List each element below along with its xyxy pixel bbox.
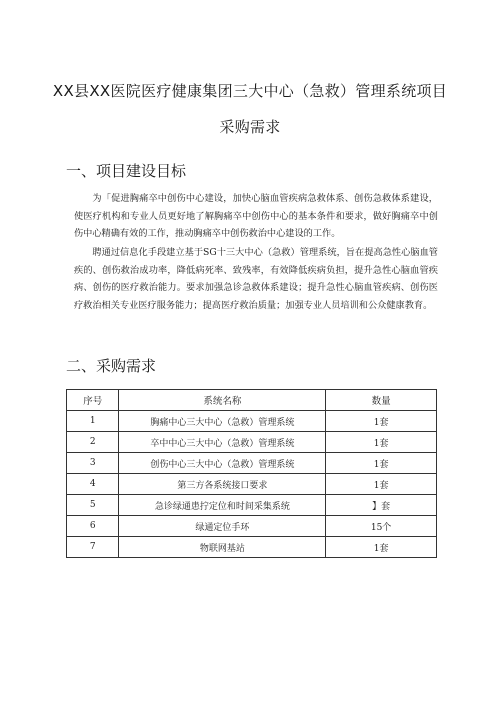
row-index: 7 bbox=[67, 537, 119, 558]
row-system-name: 胸痛中心三大中心（急救）管理系统 bbox=[119, 411, 326, 432]
row-index: 2 bbox=[67, 432, 119, 453]
row-system-name: 绿通定位手环 bbox=[119, 516, 326, 537]
requirements-table bbox=[66, 389, 437, 558]
table-row bbox=[67, 411, 437, 432]
row-quantity: 15个 bbox=[326, 516, 437, 537]
row-index: 6 bbox=[67, 516, 119, 537]
row-quantity: 】套 bbox=[326, 495, 437, 516]
row-system-name: 创伤中心三大中心（急救）管理系统 bbox=[119, 453, 326, 474]
table-row bbox=[67, 537, 437, 558]
header-system-name: 系统名称 bbox=[119, 390, 326, 411]
table-row bbox=[67, 516, 437, 537]
row-index: 4 bbox=[67, 474, 119, 495]
goals-paragraph-2: 聘通过信息化手段建立基于SG十三大中心（急救）管理系统，旨在提高急性心脑血管疾的、创伤救治成功率，降低病死率、致残率，有效降低疾病负担，提升急性心脑血管疾病、创伤的医疗救治能力。要求加强急诊急救体系建设；提升急性心脑血管疾病、创伤医疗救治相关专业医疗服务能力；提高医疗救治质量；加强专业人员培训和公众健康教育。 bbox=[74, 247, 438, 311]
row-index: 1 bbox=[67, 411, 119, 432]
row-system-name: 物联网基站 bbox=[119, 537, 326, 558]
row-quantity: 1套 bbox=[326, 453, 437, 474]
table-header-row bbox=[67, 390, 437, 411]
row-quantity: 1套 bbox=[326, 537, 437, 558]
section-heading-requirements: 二、采购需求 bbox=[66, 357, 157, 375]
goals-paragraph-1: 为「促进胸痛卒中创伤中心建设，加快心脑血管疾病急救体系、创伤急救体系建设，使医疗机构和专业人员更好地了解胸痛卒中创伤中心的基本条件和要求，做好胸痛卒中创伤中心精确有效的工作，推动胸痛卒中创伤救治中心建设的工作。 bbox=[74, 193, 438, 239]
row-index: 5 bbox=[67, 495, 119, 516]
row-system-name: 第三方各系统接口要求 bbox=[119, 474, 326, 495]
table-row bbox=[67, 432, 437, 453]
table-row bbox=[67, 474, 437, 495]
header-quantity: 数量 bbox=[326, 390, 437, 411]
document-title: XX县XX医院医疗健康集团三大中心（急救）管理系统项目 bbox=[52, 82, 448, 100]
table-row bbox=[67, 495, 437, 516]
header-index: 序号 bbox=[67, 390, 119, 411]
row-system-name: 卒中中心三大中心（急救）管理系统 bbox=[119, 432, 326, 453]
row-system-name: 急诊绿通患拧定位和时间采集系统 bbox=[119, 495, 326, 516]
row-quantity: 1套 bbox=[326, 411, 437, 432]
row-quantity: 1套 bbox=[326, 474, 437, 495]
document-subtitle: 采购需求 bbox=[219, 118, 281, 136]
row-quantity: 1套 bbox=[326, 432, 437, 453]
row-index: 3 bbox=[67, 453, 119, 474]
section-heading-goals: 一、项目建设目标 bbox=[66, 162, 187, 180]
table-row bbox=[67, 453, 437, 474]
